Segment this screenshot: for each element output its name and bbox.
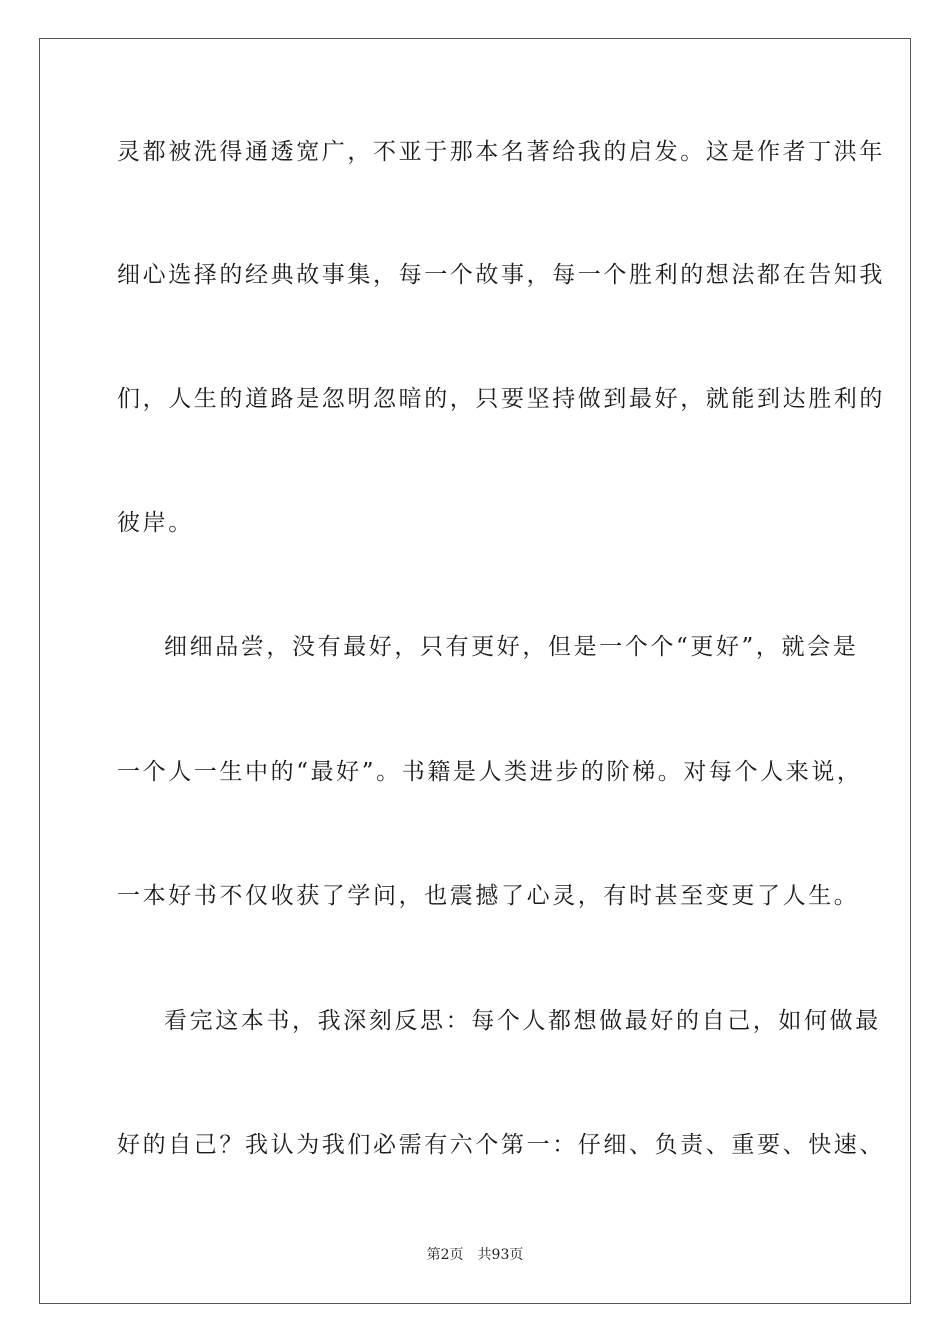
paragraph-line: 细心选择的经典故事集，每一个故事，每一个胜利的想法都在告知我 [117, 262, 885, 288]
paragraph-line: 灵都被洗得通透宽广，不亚于那本名著给我的启发。这是作者丁洪年 [117, 139, 885, 165]
page-number: 第2页 [426, 1247, 464, 1263]
paragraph-line: 一个人一生中的“最好”。书籍是人类进步的阶梯。对每个人来说， [117, 759, 863, 785]
page-footer [0, 1246, 950, 1264]
paragraph-line: 看完这本书，我深刻反思：每个人都想做最好的自己，如何做最 [164, 1008, 881, 1034]
paragraph-line: 一本好书不仅收获了学问，也震撼了心灵，有时甚至变更了人生。 [117, 883, 860, 909]
page-total: 共93页 [477, 1247, 524, 1263]
paragraph-line: 们，人生的道路是忽明忽暗的，只要坚持做到最好，就能到达胜利的 [117, 386, 885, 412]
page-frame [39, 38, 911, 1304]
paragraph-line: 好的自己？我认为我们必需有六个第一：仔细、负责、重要、快速、 [117, 1132, 885, 1158]
paragraph-line: 细细品尝，没有最好，只有更好，但是一个个“更好”，就会是 [164, 634, 859, 660]
paragraph-line: 彼岸。 [117, 510, 194, 536]
